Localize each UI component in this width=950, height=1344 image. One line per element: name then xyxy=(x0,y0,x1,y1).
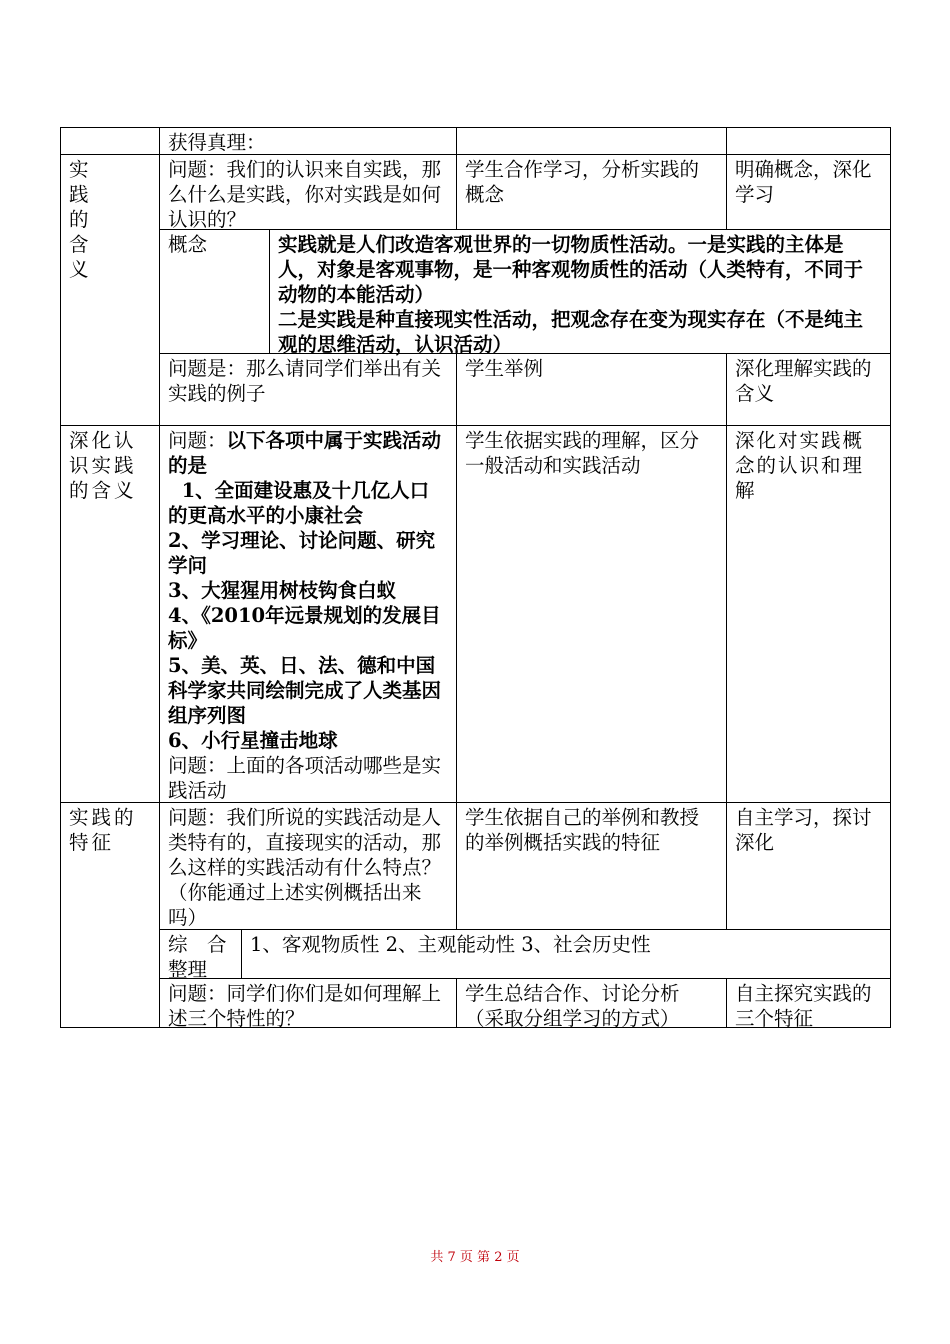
summary-label-cell: 综 合整理 xyxy=(159,929,242,979)
question-item-3: 3、大猩猩用树枝钩食白蚁 xyxy=(168,579,397,602)
intent-cell-r5: 深化对实践概念的认识和理解 xyxy=(726,425,891,803)
question-item-5: 5、美、英、日、法、德和中国科学家共同绘制完成了人类基因组序列图 xyxy=(168,654,442,727)
concept-paragraph-1: 实践就是人们改造客观世界的一切物质性活动。一是实践的主体是人，对象是客观事物，是一种客观物质性的活动（人类特有，不同于动物的本能活动） xyxy=(278,233,864,306)
question-prefix: 问题： xyxy=(168,429,227,452)
student-cell-r4: 学生举例 xyxy=(456,353,727,426)
content-cell-r2: 问题：我们的认识来自实践，那么什么是实践，你对实践是如何认识的？ xyxy=(159,154,457,230)
followup-question: 问题：上面的各项活动哪些是实践活动 xyxy=(168,754,442,802)
content-cell-r6: 问题：我们所说的实践活动是人类特有的，直接现实的活动，那么这样的实践活动有什么特点？（你能通过上述实例概括出来吗） xyxy=(159,802,457,930)
question-item-6: 6、小行星撞击地球 xyxy=(168,729,338,752)
topic-cell-deepen: 深化认识实践的含义 xyxy=(60,425,160,803)
intent-cell-r2: 明确概念，深化学习 xyxy=(726,154,891,230)
concept-definition-cell xyxy=(269,229,891,354)
content-cell-r4: 问题是：那么请同学们举出有关实践的例子 xyxy=(159,353,457,426)
student-cell-r2: 学生合作学习，分析实践的概念 xyxy=(456,154,727,230)
topic-cell-features: 实践的特征 xyxy=(60,802,160,1028)
student-cell-empty-r1 xyxy=(456,127,727,155)
content-cell-r1: 获得真理： xyxy=(159,127,457,155)
question-item-4: 4、《2010年远景规划的发展目标》 xyxy=(168,604,441,652)
summary-text-cell: 1、客观物质性 2、主观能动性 3、社会历史性 xyxy=(241,929,891,979)
page-footer: 共 7 页 第 2 页 xyxy=(430,1250,520,1265)
intent-cell-r4: 深化理解实践的含义 xyxy=(726,353,891,426)
intent-cell-r8: 自主探究实践的三个特征 xyxy=(726,978,891,1028)
question-bold: 以下各项中属于实践活动的是 xyxy=(168,429,442,477)
concept-label-cell: 概念 xyxy=(159,229,270,354)
topic-cell-practice-meaning: 实 践 的 含 义 xyxy=(60,154,160,426)
intent-cell-r6: 自主学习，探讨深化 xyxy=(726,802,891,930)
student-cell-r8: 学生总结合作、讨论分析（采取分组学习的方式） xyxy=(456,978,727,1028)
student-cell-r5: 学生依据实践的理解，区分一般活动和实践活动 xyxy=(456,425,727,803)
topic-cell-empty-r1 xyxy=(60,127,160,155)
intent-cell-empty-r1 xyxy=(726,127,891,155)
concept-paragraph-2: 二是实践是种直接现实性活动，把观念存在变为现实存在（不是纯主观的思维活动，认识活动） xyxy=(278,308,864,356)
question-item-1: 1、全面建设惠及十几亿人口的更高水平的小康社会 xyxy=(168,479,430,527)
content-cell-r8: 问题：同学们你们是如何理解上述三个特性的？ xyxy=(159,978,457,1028)
question-item-2: 2、学习理论、讨论问题、研究学问 xyxy=(168,529,436,577)
content-cell-r5 xyxy=(159,425,457,803)
student-cell-r6: 学生依据自己的举例和教授的举例概括实践的特征 xyxy=(456,802,727,930)
